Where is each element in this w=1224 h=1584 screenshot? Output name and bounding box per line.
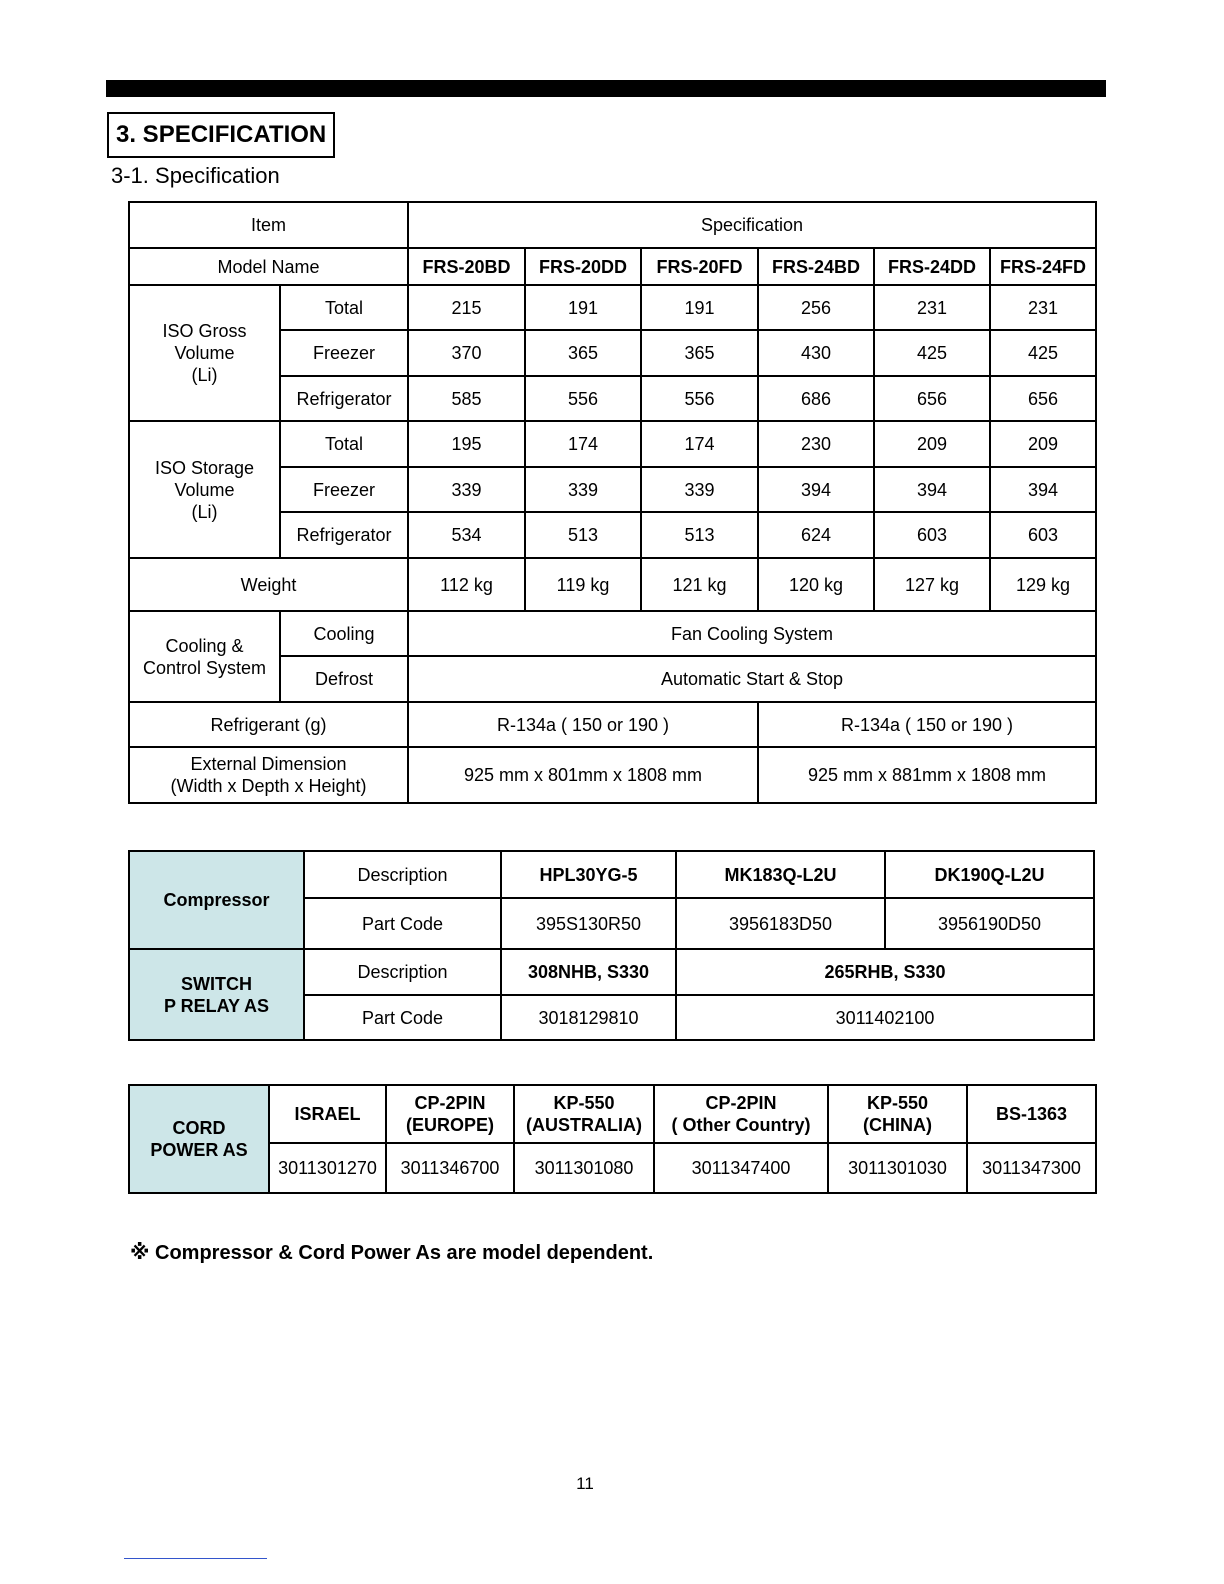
table-cell: 339 — [641, 467, 758, 512]
table-cell: 129 kg — [990, 558, 1096, 611]
cord-type: ISRAEL — [269, 1085, 386, 1143]
row-label: Description — [304, 851, 501, 898]
model-name: FRS-24FD — [990, 248, 1096, 285]
table-cell: 556 — [525, 376, 641, 421]
table-cell: Automatic Start & Stop — [408, 656, 1096, 702]
table-cell: 3011346700 — [386, 1143, 514, 1193]
table-cell: R-134a ( 150 or 190 ) — [758, 702, 1096, 747]
model-name: FRS-24BD — [758, 248, 874, 285]
model-name-row — [129, 248, 1096, 285]
table-cell: 603 — [874, 512, 990, 558]
table-cell: 656 — [874, 376, 990, 421]
table-cell: 430 — [758, 330, 874, 376]
row-label: Cooling — [280, 611, 408, 656]
table-cell: 3018129810 — [501, 995, 676, 1040]
table-cell: 215 — [408, 285, 525, 330]
table-cell: HPL30YG-5 — [501, 851, 676, 898]
table-cell: 925 mm x 881mm x 1808 mm — [758, 747, 1096, 803]
table-cell: MK183Q-L2U — [676, 851, 885, 898]
table-row — [129, 851, 1094, 898]
item-header: Item — [129, 202, 408, 248]
table-cell: 121 kg — [641, 558, 758, 611]
page-number: 11 — [576, 1474, 594, 1493]
refrigerant-row — [129, 702, 1096, 747]
table-cell: 3011402100 — [676, 995, 1094, 1040]
footer-line — [124, 1558, 267, 1559]
table-cell: Fan Cooling System — [408, 611, 1096, 656]
model-name: FRS-24DD — [874, 248, 990, 285]
refrigerant-label: Refrigerant (g) — [129, 702, 408, 747]
table-row — [129, 421, 1096, 467]
table-cell: 3011301080 — [514, 1143, 654, 1193]
iso-gross-label: ISO Gross Volume (Li) — [129, 285, 280, 421]
table-cell: 209 — [874, 421, 990, 467]
table-cell: 231 — [990, 285, 1096, 330]
table-cell: 556 — [641, 376, 758, 421]
table-cell: 394 — [874, 467, 990, 512]
weight-row — [129, 558, 1096, 611]
table-cell: 120 kg — [758, 558, 874, 611]
row-label: Total — [280, 285, 408, 330]
table-cell: 425 — [874, 330, 990, 376]
cord-type: CP-2PIN (EUROPE) — [386, 1085, 514, 1143]
specification-header: Specification — [408, 202, 1096, 248]
table-cell: 585 — [408, 376, 525, 421]
row-label: Part Code — [304, 995, 501, 1040]
table-cell: 339 — [525, 467, 641, 512]
table-cell: 256 — [758, 285, 874, 330]
header-bar — [106, 80, 1106, 97]
table-cell: 394 — [990, 467, 1096, 512]
table-cell: 3956183D50 — [676, 898, 885, 949]
table-row — [129, 1085, 1096, 1143]
table-cell: 365 — [525, 330, 641, 376]
table-cell: 339 — [408, 467, 525, 512]
iso-storage-label: ISO Storage Volume (Li) — [129, 421, 280, 558]
table-cell: 195 — [408, 421, 525, 467]
table-cell: 3011301270 — [269, 1143, 386, 1193]
section-title: 3. SPECIFICATION — [107, 112, 335, 158]
table-cell: 112 kg — [408, 558, 525, 611]
table-cell: 656 — [990, 376, 1096, 421]
table-cell: 603 — [990, 512, 1096, 558]
row-label: Defrost — [280, 656, 408, 702]
row-label: Freezer — [280, 330, 408, 376]
cord-type: KP-550 (CHINA) — [828, 1085, 967, 1143]
row-label: Description — [304, 949, 501, 995]
table-cell: 191 — [641, 285, 758, 330]
subsection-title: 3-1. Specification — [111, 163, 280, 188]
table-cell: 513 — [525, 512, 641, 558]
table-cell: 209 — [990, 421, 1096, 467]
table-cell: 119 kg — [525, 558, 641, 611]
table-cell: 395S130R50 — [501, 898, 676, 949]
weight-label: Weight — [129, 558, 408, 611]
table-cell: 3011347400 — [654, 1143, 828, 1193]
cord-type: BS-1363 — [967, 1085, 1096, 1143]
cooling-row — [129, 611, 1096, 656]
header-row — [129, 202, 1096, 248]
row-label: Total — [280, 421, 408, 467]
dimension-row — [129, 747, 1096, 803]
table-cell: 174 — [525, 421, 641, 467]
row-label: Part Code — [304, 898, 501, 949]
cord-type: KP-550 (AUSTRALIA) — [514, 1085, 654, 1143]
table-cell: 191 — [525, 285, 641, 330]
table-cell: 3011301030 — [828, 1143, 967, 1193]
table-cell: 513 — [641, 512, 758, 558]
table-cell: 624 — [758, 512, 874, 558]
cooling-control-label: Cooling & Control System — [129, 611, 280, 702]
table-cell: DK190Q-L2U — [885, 851, 1094, 898]
dimension-label: External Dimension (Width x Depth x Height) — [129, 747, 408, 803]
table-cell: 686 — [758, 376, 874, 421]
table-cell: 365 — [641, 330, 758, 376]
table-cell: R-134a ( 150 or 190 ) — [408, 702, 758, 747]
model-dependency-note: ※ Compressor & Cord Power As are model dependent. — [130, 1242, 654, 1264]
table-cell: 265RHB, S330 — [676, 949, 1094, 995]
table-cell: 534 — [408, 512, 525, 558]
table-cell: 127 kg — [874, 558, 990, 611]
switch-relay-label: SWITCH P RELAY AS — [129, 949, 304, 1040]
table-cell: 230 — [758, 421, 874, 467]
model-name: FRS-20FD — [641, 248, 758, 285]
table-cell: 3956190D50 — [885, 898, 1094, 949]
table-cell: 174 — [641, 421, 758, 467]
table-cell: 394 — [758, 467, 874, 512]
table-cell: 231 — [874, 285, 990, 330]
cord-power-label: CORD POWER AS — [129, 1085, 269, 1193]
table-row — [129, 949, 1094, 995]
row-label: Refrigerator — [280, 512, 408, 558]
table-row — [129, 285, 1096, 330]
table-cell: 3011347300 — [967, 1143, 1096, 1193]
table-cell: 370 — [408, 330, 525, 376]
table-cell: 308NHB, S330 — [501, 949, 676, 995]
row-label: Freezer — [280, 467, 408, 512]
table-cell: 925 mm x 801mm x 1808 mm — [408, 747, 758, 803]
model-name-label: Model Name — [129, 248, 408, 285]
cord-type: CP-2PIN ( Other Country) — [654, 1085, 828, 1143]
model-name: FRS-20BD — [408, 248, 525, 285]
row-label: Refrigerator — [280, 376, 408, 421]
specification-table — [128, 201, 1097, 804]
table-row — [129, 1143, 1096, 1193]
cord-power-table — [128, 1084, 1097, 1194]
compressor-label: Compressor — [129, 851, 304, 949]
compressor-table — [128, 850, 1095, 1041]
table-cell: 425 — [990, 330, 1096, 376]
model-name: FRS-20DD — [525, 248, 641, 285]
